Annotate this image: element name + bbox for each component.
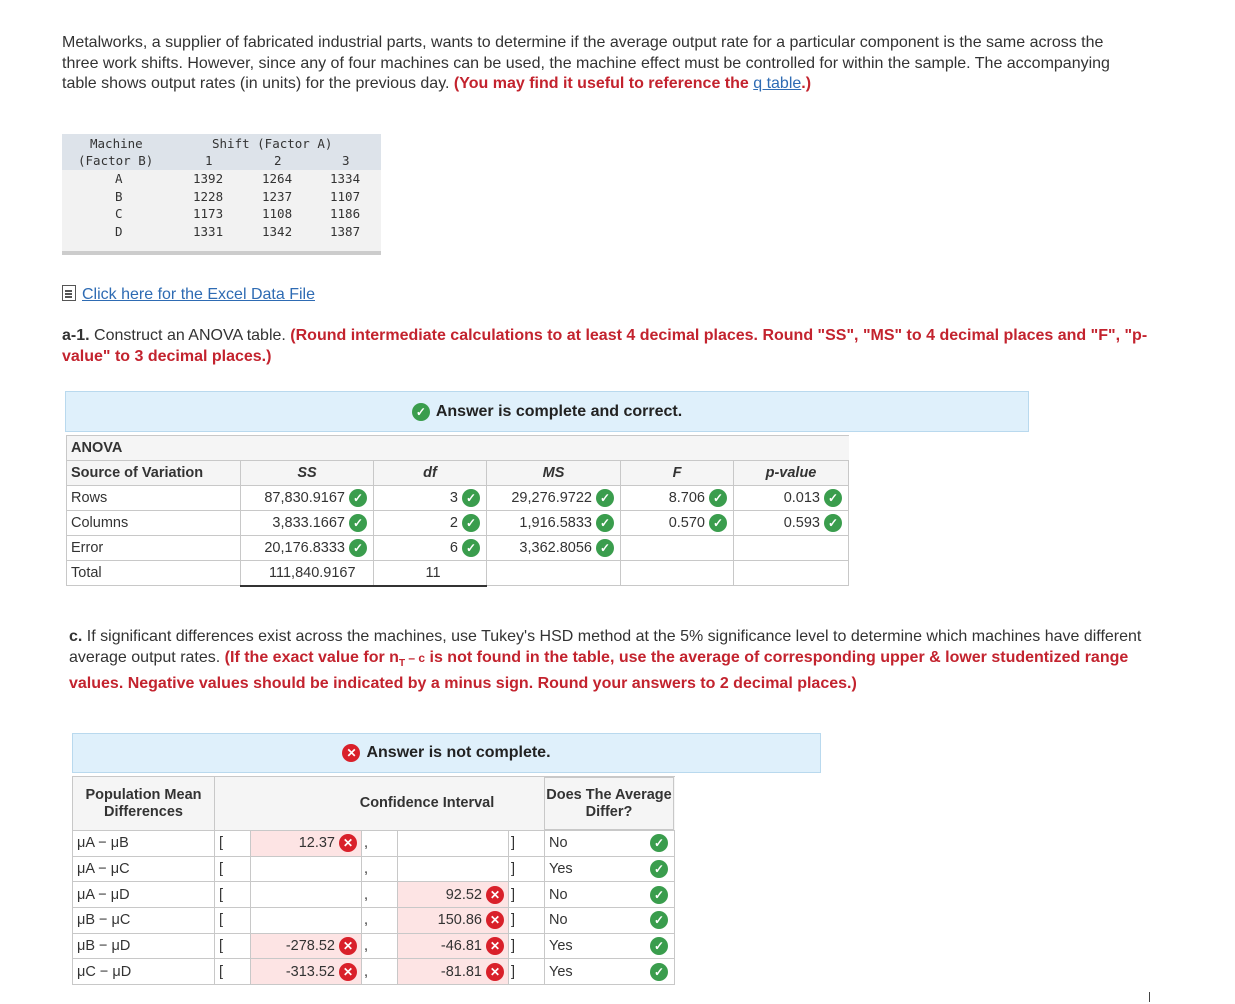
upper-bound-input[interactable]: -81.81 ✕	[398, 959, 509, 985]
empty-cell	[734, 561, 849, 586]
upper-bound-input[interactable]: 150.86 ✕	[398, 908, 509, 934]
close-bracket: ]	[509, 831, 545, 857]
col-header-differ-label: Does The Average Differ?	[544, 777, 674, 830]
ss-field[interactable]: 87,830.9167 ✓	[241, 486, 374, 511]
f-field[interactable]: 0.570 ✓	[621, 511, 734, 536]
intro-hint: (You may find it useful to reference the	[453, 75, 749, 92]
upper-bound-input[interactable]: 92.52 ✕	[398, 882, 509, 908]
close-bracket: ]	[509, 856, 545, 882]
row-label: D	[115, 223, 123, 239]
ms-field[interactable]: 1,916.5833 ✓	[487, 511, 621, 536]
upper-bound-input[interactable]	[398, 831, 509, 857]
col-factor-label: Shift (Factor A)	[212, 136, 333, 151]
x-circle-icon: ✕	[486, 886, 504, 904]
table-cell: 1108	[262, 206, 293, 221]
lower-bound-input[interactable]	[251, 856, 362, 882]
ss-total: 111,840.9167	[241, 561, 374, 586]
diff-label: μA − μB	[73, 831, 215, 857]
x-circle-icon: ✕	[339, 963, 357, 981]
table-cell: 1186	[330, 206, 361, 221]
table-cell: 1334	[330, 171, 361, 186]
empty-cell	[621, 536, 734, 561]
table-cell: 1387	[330, 223, 361, 239]
differ-select[interactable]: No	[545, 882, 640, 908]
table-cell: 1392	[193, 171, 224, 186]
close-bracket: ]	[509, 933, 545, 959]
col-header-confidence-interval: Confidence Interval	[215, 777, 640, 831]
empty-cell	[734, 536, 849, 561]
tukey-row	[73, 959, 675, 985]
incomplete-banner-text: Answer is not complete.	[366, 744, 551, 761]
x-circle-icon: ✕	[342, 744, 360, 762]
check-circle-icon: ✓	[462, 539, 480, 557]
diff-label: μA − μD	[73, 882, 215, 908]
row-factor-label-2: (Factor B)	[78, 153, 154, 168]
incomplete-banner	[72, 733, 821, 773]
table-cell: 1228	[193, 188, 224, 204]
check-circle-icon: ✓	[709, 489, 727, 507]
excel-link-text[interactable]: Click here for the Excel Data File	[82, 286, 315, 303]
check-circle-icon: ✓	[650, 937, 668, 955]
lower-bound-input[interactable]	[251, 908, 362, 934]
diff-label: μB − μC	[73, 908, 215, 934]
comma: ,	[362, 959, 398, 985]
x-circle-icon: ✕	[339, 834, 357, 852]
check-circle-icon: ✓	[596, 514, 614, 532]
lower-bound-input[interactable]: -278.52 ✕	[251, 933, 362, 959]
differ-select[interactable]: Yes	[545, 933, 640, 959]
df-total: 11	[374, 561, 487, 586]
part-a-instruction: (Round intermediate calculations to at least 4 decimal places. Round "SS", "MS" to 4 decimal places and "F", "p-value" to 3 decimal places.)	[62, 327, 1148, 365]
tukey-row	[73, 933, 675, 959]
f-field[interactable]: 8.706 ✓	[621, 486, 734, 511]
check-circle-icon: ✓	[650, 963, 668, 981]
upper-bound-input[interactable]	[398, 856, 509, 882]
check-circle-icon: ✓	[462, 514, 480, 532]
empty-cell	[621, 561, 734, 586]
ms-field[interactable]: 3,362.8056 ✓	[487, 536, 621, 561]
check-cell	[640, 959, 675, 985]
check-circle-icon: ✓	[650, 886, 668, 904]
differ-select[interactable]: No	[545, 908, 640, 934]
table-cell: 1173	[193, 206, 224, 221]
correct-banner	[65, 391, 1029, 432]
col-header-pvalue: p-value	[734, 461, 849, 486]
data-table	[62, 134, 381, 255]
close-bracket: ]	[509, 959, 545, 985]
lower-bound-input[interactable]	[251, 882, 362, 908]
table-cell: 1342	[262, 223, 293, 239]
table-cell: 1264	[262, 171, 293, 186]
open-bracket: [	[215, 856, 251, 882]
check-circle-icon: ✓	[650, 911, 668, 929]
anova-row-rows	[67, 486, 849, 511]
x-circle-icon: ✕	[486, 963, 504, 981]
comma: ,	[362, 856, 398, 882]
col-header: 1	[205, 153, 213, 168]
differ-select[interactable]: Yes	[545, 856, 640, 882]
source-label: Total	[67, 561, 241, 586]
diff-label: μA − μC	[73, 856, 215, 882]
col-header-f: F	[621, 461, 734, 486]
ss-field[interactable]: 20,176.8333 ✓	[241, 536, 374, 561]
check-cell	[640, 933, 675, 959]
df-field[interactable]: 3 ✓	[374, 486, 487, 511]
table-cell: 1107	[330, 188, 361, 204]
check-circle-icon: ✓	[650, 834, 668, 852]
check-cell	[640, 856, 675, 882]
part-a-text: Construct an ANOVA table.	[94, 327, 286, 344]
problem-intro	[62, 33, 1142, 95]
col-header: 3	[342, 153, 350, 168]
text-cursor	[1149, 992, 1150, 1002]
excel-data-link[interactable]	[62, 285, 315, 304]
col-header-differences: Population Mean Differences	[73, 777, 215, 831]
close-bracket: ]	[509, 882, 545, 908]
differ-select[interactable]: No	[545, 831, 640, 857]
comma: ,	[362, 908, 398, 934]
tukey-row	[73, 831, 675, 857]
part-a-question	[62, 326, 1152, 367]
anova-row-error	[67, 536, 849, 561]
open-bracket: [	[215, 908, 251, 934]
check-cell	[640, 908, 675, 934]
comma: ,	[362, 933, 398, 959]
check-circle-icon: ✓	[412, 403, 430, 421]
check-circle-icon: ✓	[824, 514, 842, 532]
empty-cell	[487, 561, 621, 586]
close-bracket: ]	[509, 908, 545, 934]
ms-field[interactable]: 29,276.9722 ✓	[487, 486, 621, 511]
tukey-row	[73, 882, 675, 908]
col-header-df: df	[374, 461, 487, 486]
table-cell: 1237	[262, 188, 293, 204]
intro-text: Metalworks, a supplier of fabricated industrial parts, wants to determine if the average output rate for a particular component is the same across the three work shifts. However, since any of four machines can be used, the machine effect must be controlled for within the sample. The accompanying table shows output rates (in units) for the previous day.	[62, 34, 1110, 92]
col-header-source: Source of Variation	[67, 461, 241, 486]
file-icon	[62, 285, 76, 301]
pvalue-field[interactable]: 0.593 ✓	[734, 511, 849, 536]
row-label: B	[115, 188, 123, 204]
open-bracket: [	[215, 933, 251, 959]
anova-row-total	[67, 561, 849, 586]
upper-bound-input[interactable]: -46.81 ✕	[398, 933, 509, 959]
col-header-ms: MS	[487, 461, 621, 486]
part-a-label: a-1.	[62, 327, 90, 344]
part-c-instruction: (If the exact value for $n_T$ – c is not found in the table, use the average of corresponding upper & lower studentized range values. Negative values should be indicated by a minus sign. Round your answers to 2 decimal places.)	[69, 648, 1129, 693]
pvalue-field[interactable]: 0.013 ✓	[734, 486, 849, 511]
row-factor-label: Machine	[90, 136, 143, 151]
tukey-body	[72, 830, 675, 985]
x-circle-icon: ✕	[486, 937, 504, 955]
anova-table	[66, 435, 849, 587]
source-label: Error	[67, 536, 241, 561]
open-bracket: [	[215, 882, 251, 908]
lower-bound-input[interactable]: -313.52 ✕	[251, 959, 362, 985]
diff-label: μC − μD	[73, 959, 215, 985]
diff-label: μB − μD	[73, 933, 215, 959]
source-label: Rows	[67, 486, 241, 511]
source-label: Columns	[67, 511, 241, 536]
check-circle-icon: ✓	[596, 489, 614, 507]
anova-title: ANOVA	[67, 436, 849, 461]
ss-field[interactable]: 3,833.1667 ✓	[241, 511, 374, 536]
check-circle-icon: ✓	[650, 860, 668, 878]
lower-bound-input[interactable]: 12.37 ✕	[251, 831, 362, 857]
part-c-question	[69, 627, 1149, 695]
open-bracket: [	[215, 831, 251, 857]
part-c-label: c.	[69, 628, 83, 645]
row-label: C	[115, 206, 123, 221]
table-cell: 1331	[193, 223, 224, 239]
check-circle-icon: ✓	[462, 489, 480, 507]
check-cell	[640, 882, 675, 908]
part-c-text: If significant differences exist across the machines, use Tukey's HSD method at the 5% significance level to determine which machines have different average output rates.	[69, 628, 1142, 666]
check-circle-icon: ✓	[709, 514, 727, 532]
comma: ,	[362, 882, 398, 908]
col-header: 2	[274, 153, 282, 168]
check-circle-icon: ✓	[349, 514, 367, 532]
df-field[interactable]: 6 ✓	[374, 536, 487, 561]
tukey-row	[73, 908, 675, 934]
col-header-ss: SS	[241, 461, 374, 486]
df-field[interactable]: 2 ✓	[374, 511, 487, 536]
q-table-link[interactable]: q table	[753, 75, 802, 92]
check-circle-icon: ✓	[824, 489, 842, 507]
check-cell	[640, 831, 675, 857]
x-circle-icon: ✕	[486, 911, 504, 929]
anova-row-columns	[67, 511, 849, 536]
check-circle-icon: ✓	[349, 539, 367, 557]
differ-select[interactable]: Yes	[545, 959, 640, 985]
row-label: A	[115, 171, 123, 186]
tukey-row	[73, 856, 675, 882]
comma: ,	[362, 831, 398, 857]
x-circle-icon: ✕	[339, 937, 357, 955]
correct-banner-text: Answer is complete and correct.	[435, 402, 683, 420]
open-bracket: [	[215, 959, 251, 985]
check-circle-icon: ✓	[349, 489, 367, 507]
intro-hint-end: .)	[801, 75, 812, 92]
check-circle-icon: ✓	[596, 539, 614, 557]
